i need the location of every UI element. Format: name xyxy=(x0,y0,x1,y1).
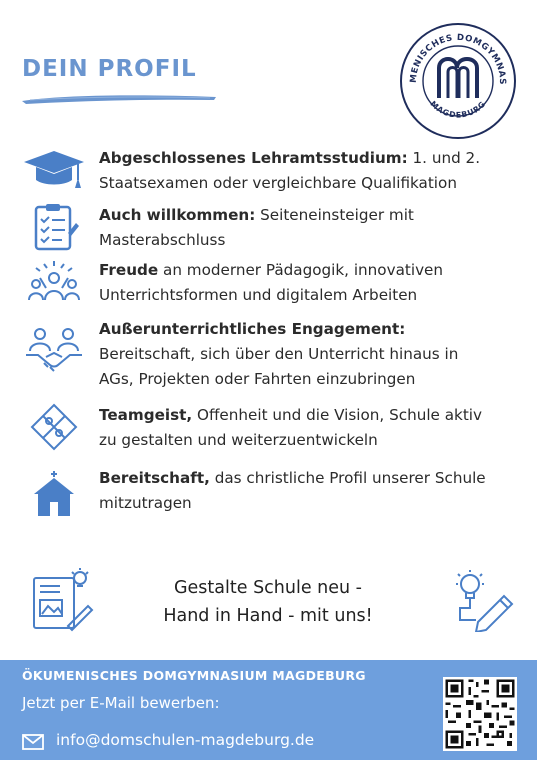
item-text: Staatsexamen oder vergleichbare Qualifikation xyxy=(99,174,457,192)
footer-school-name: ÖKUMENISCHES DOMGYMNASIUM MAGDEBURG xyxy=(22,668,366,683)
handshake-group-icon xyxy=(22,325,86,373)
svg-text:MAGDEBURG xyxy=(428,99,487,119)
item-text: mitzutragen xyxy=(99,494,192,512)
item-bold-text: Teamgeist, xyxy=(99,406,193,424)
item-text: 1. und 2. xyxy=(407,149,481,167)
graduation-cap-icon xyxy=(22,148,86,196)
slogan-line-1: Gestalte Schule neu - xyxy=(173,578,362,598)
footer xyxy=(0,660,537,760)
mail-icon xyxy=(22,734,44,750)
item-text: Unterrichtsformen und digitalem Arbeiten xyxy=(99,286,418,304)
item-bold-text: Bereitschaft, xyxy=(99,469,210,487)
svg-text:ÖKUMENISCHES DOMGYMNASIUM xyxy=(399,22,507,85)
brush-underline xyxy=(20,92,220,106)
qr-code[interactable] xyxy=(443,677,517,751)
logo-arc-text: MENISCHES DOMGYMNAS xyxy=(408,32,508,86)
logo-bottom-text: MAGDEBURG xyxy=(428,99,488,120)
school-logo xyxy=(399,22,517,140)
item-text: AGs, Projekten oder Fahrten einzubringen xyxy=(99,370,416,388)
item-text: zu gestalten und weiterzuentwickeln xyxy=(99,431,378,449)
item-text: Seiteneinsteiger mit xyxy=(255,206,414,224)
slogan xyxy=(130,574,406,630)
document-idea-icon xyxy=(30,568,94,632)
item-bold-text: Freude xyxy=(99,261,159,279)
item-bold-text: Abgeschlossenes Lehramtsstudium: xyxy=(99,149,408,167)
item-text: das christliche Profil unserer Schule xyxy=(209,469,486,487)
clipboard-checklist-icon xyxy=(22,203,86,251)
item-text: Offenheit und die Vision, Schule aktiv xyxy=(192,406,482,424)
footer-apply-text: Jetzt per E-Mail bewerben: xyxy=(22,694,220,712)
chapel-icon xyxy=(22,470,86,518)
item-bold-text: Auch willkommen: xyxy=(99,206,256,224)
email-link[interactable]: info@domschulen-magdeburg.de xyxy=(56,731,315,749)
item-bold-text: Außerunterrichtliches Engagement: xyxy=(99,320,406,338)
cathedral-m-icon xyxy=(439,59,477,98)
idea-pencil-icon xyxy=(448,568,518,632)
item-text: an moderner Pädagogik, innovativen xyxy=(158,261,444,279)
team-celebration-icon xyxy=(22,258,86,306)
slogan-line-2: Hand in Hand - mit uns! xyxy=(163,606,373,626)
puzzle-icon xyxy=(22,403,86,451)
page-title: DEIN PROFIL xyxy=(22,56,197,82)
item-text: Masterabschluss xyxy=(99,231,226,249)
item-text: Bereitschaft, sich über den Unterricht hinaus in xyxy=(99,345,459,363)
